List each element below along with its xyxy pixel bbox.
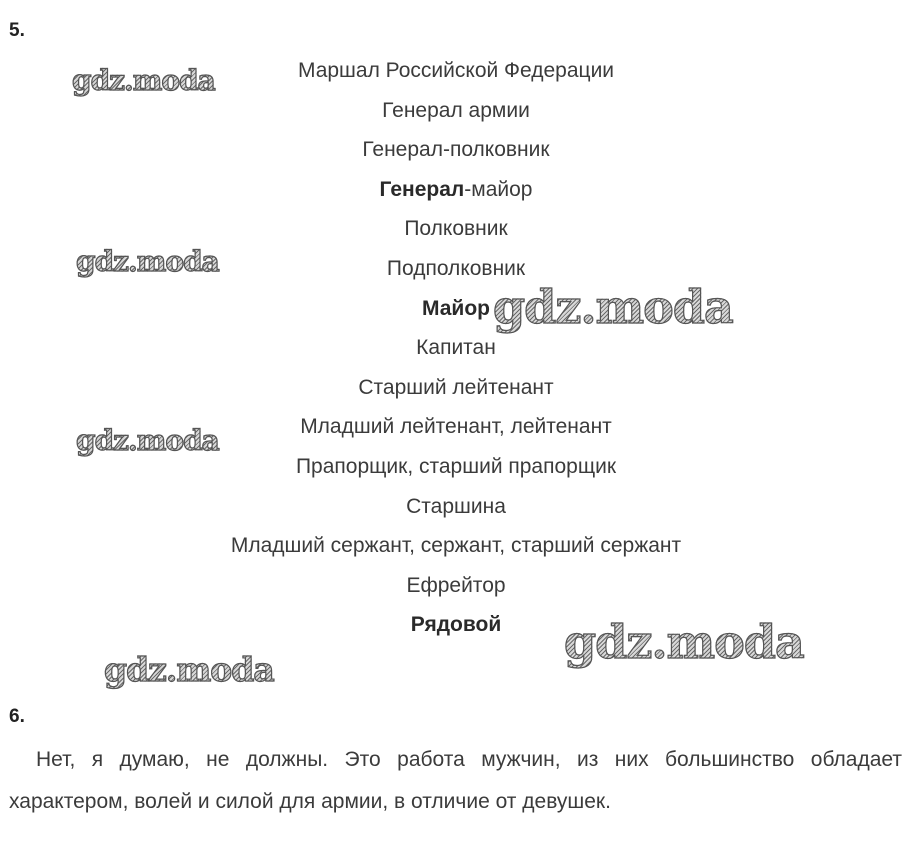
rank-text: Маршал Российской Федерации bbox=[297, 59, 615, 82]
watermark: gdz.moda bbox=[104, 650, 274, 689]
rank-item bbox=[0, 373, 912, 413]
watermark: gdz.moda bbox=[493, 280, 733, 334]
rank-item bbox=[0, 56, 912, 96]
rank-text: Подполковник bbox=[386, 256, 526, 280]
rank-item bbox=[0, 254, 912, 294]
rank-text: -майор bbox=[464, 177, 533, 201]
watermark: gdz.moda bbox=[564, 615, 804, 669]
rank-text: Капитан bbox=[416, 336, 496, 360]
rank-item bbox=[0, 412, 912, 452]
rank-bold-part: Рядовой bbox=[410, 613, 502, 637]
rank-text: Ефрейтор bbox=[406, 573, 506, 597]
rank-item bbox=[0, 175, 912, 215]
rank-item bbox=[0, 135, 912, 175]
rank-text: Генерал-полковник bbox=[362, 138, 550, 162]
watermark: gdz.moda bbox=[76, 245, 219, 278]
task-5-number: 5. bbox=[9, 20, 25, 41]
rank-bold-part: Генерал bbox=[379, 177, 465, 201]
rank-item bbox=[0, 214, 912, 254]
rank-text: Полковник bbox=[404, 217, 508, 241]
rank-text: Старшина bbox=[406, 494, 506, 518]
rank-text: Младший лейтенант, лейтенант bbox=[300, 415, 612, 439]
rank-text: Старший лейтенант bbox=[358, 375, 554, 399]
rank-item bbox=[0, 571, 912, 611]
watermark: gdz.moda bbox=[72, 64, 215, 97]
rank-text: Генерал армии bbox=[382, 98, 530, 122]
rank-item bbox=[0, 294, 912, 334]
rank-item bbox=[0, 96, 912, 136]
rank-text: Младший сержант, сержант, старший сержант bbox=[230, 534, 682, 558]
rank-item bbox=[0, 452, 912, 492]
rank-item bbox=[0, 531, 912, 571]
rank-list bbox=[0, 56, 912, 650]
rank-bold-part: Майор bbox=[422, 296, 490, 320]
task-6-answer: Нет, я думаю, не должны. Это работа мужчин, из них большинство обладает характером, волей и силой для армии, в отличие от девушек. bbox=[9, 748, 902, 813]
rank-item bbox=[0, 492, 912, 532]
rank-item bbox=[0, 333, 912, 373]
rank-text: Прапорщик, старший прапорщик bbox=[295, 454, 617, 478]
task-6-number: 6. bbox=[9, 706, 25, 727]
watermark: gdz.moda bbox=[76, 424, 219, 457]
rank-item bbox=[0, 610, 912, 650]
